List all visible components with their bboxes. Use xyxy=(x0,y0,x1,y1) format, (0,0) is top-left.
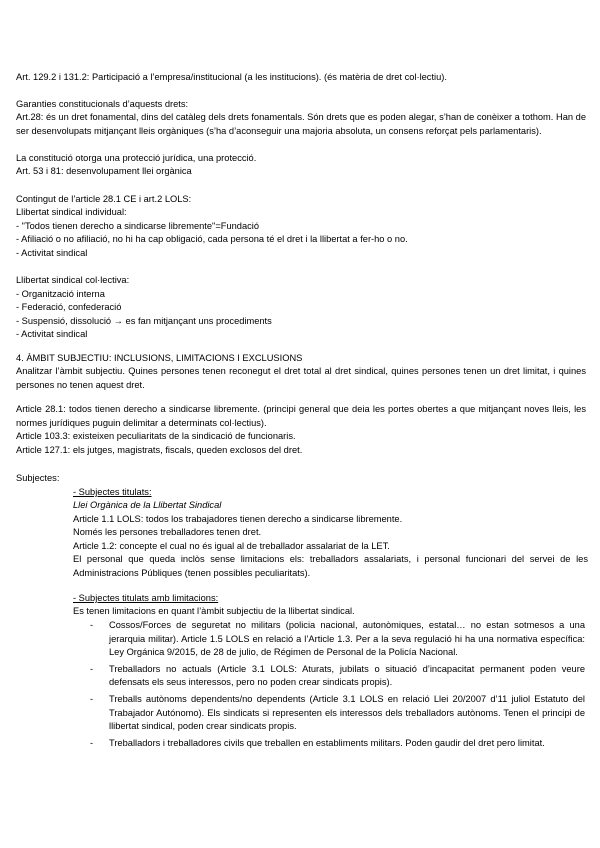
paragraph-participacio: Art. 129.2 i 131.2: Participació a l’empresa/institucional (a les institucions). (és matèria de dret col·lectiu). xyxy=(16,72,447,82)
heading-contingut: Contingut de l’article 28.1 CE i art.2 LOLS: xyxy=(16,194,192,204)
paragraph-article-28-1: Article 28.1: todos tienen derecho a sindicarse libremente. (principi general que deia les portes obertes a que mitjançant noves lleis, les normes jurídiques puguin delimitar a determinats col·lectius). xyxy=(16,404,586,428)
paragraph-art28: Art.28: és un dret fonamental, dins del catàleg dels drets fonamentals. Són drets que es poden alegar, s’han de conèixer a tothom. Han de ser desenvolupats mitjançant lleis orgàniques (s’ha d’aconseguir una majoria absoluta, un consens reforçat pels parlamentaris). xyxy=(16,112,586,136)
paragraph-article-127-1: Article 127.1: els jutges, magistrats, fiscals, queden exclosos del dret. xyxy=(16,445,303,455)
list-dash: - xyxy=(90,663,94,674)
label-subjectes: Subjectes: xyxy=(16,473,60,483)
paragraph-article-103-3: Article 103.3: existeixen peculiaritats de la sindicació de funcionaris. xyxy=(16,431,296,441)
heading-llei-organica: Llei Orgànica de la Llibertat Sindical xyxy=(73,500,222,510)
paragraph-titulats: Article 1.2: concepte el cual no és igual al de treballador assalariat de la LET. xyxy=(73,541,390,551)
paragraph-titulats: Article 1.1 LOLS: todos los trabajadores tienen derecho a sindicarse libremente. xyxy=(73,514,403,524)
list-dash: - xyxy=(90,737,94,748)
heading-llibertat-individual: Llibertat sindical individual: xyxy=(16,207,127,217)
list-item xyxy=(73,619,585,660)
paragraph-titulats: Només les persones treballadores tenen dret. xyxy=(73,527,262,537)
list-item-collectiva: - Suspensió, dissolució → es fan mitjançant uns procediments xyxy=(16,316,272,326)
list-item-individual: - Afiliació o no afiliació, no hi ha cap obligació, cada persona té el dret i la llibertat a fer-ho o no. xyxy=(16,234,408,244)
list-item xyxy=(73,737,585,751)
list-item-text: Treballs autònoms dependents/no dependents (Article 3.1 LOLS en relació Llei 20/2007 d’11 juliol Estatuto del Trabajador Autónomo). Els sindicats si representen els interessos dels treballadors autònoms. Tenen el principi de llibertat sindical, poden crear sindicats propis. xyxy=(109,693,585,732)
list-item-text: Treballadors i treballadores civils que treballen en establiments militars. Poden gaudir del dret pero limitat. xyxy=(109,737,545,748)
paragraph-constitucio: La constitució otorga una protecció jurídica, una protecció. xyxy=(16,153,257,163)
section-heading-ambit: 4. ÀMBIT SUBJECTIU: INCLUSIONS, LIMITACIONS I EXCLUSIONS xyxy=(16,353,303,363)
list-item xyxy=(73,693,585,734)
list-item xyxy=(73,663,585,690)
list-item-collectiva: - Activitat sindical xyxy=(16,329,88,339)
list-item-collectiva: - Federació, confederació xyxy=(16,302,122,312)
list-item-collectiva: - Organització interna xyxy=(16,289,105,299)
list-limitacions xyxy=(73,619,585,753)
heading-subjectes-titulats: - Subjectes titulats: xyxy=(73,487,152,497)
list-item-text: Treballadors no actuals (Article 3.1 LOLS: Aturats, jubilats o situació d’incapacitat permanent poden veure defensats els seus interessos, pero no poden crear sindicats propis). xyxy=(109,663,585,688)
heading-subjectes-limitacions: - Subjectes titulats amb limitacions: xyxy=(73,593,219,603)
paragraph-ambit-intro: Analitzar l’àmbit subjectiu. Quines persones tenen reconegut el dret total al dret sindical, quines persones tenen un dret limitat, i quines persones no tenen aquest dret. xyxy=(16,366,586,390)
heading-llibertat-collectiva: Llibertat sindical col·lectiva: xyxy=(16,275,130,285)
list-item-text: Cossos/Forces de seguretat no militars (policia nacional, autonòmiques, estatal… no estan sotmesos a una jerarquia militar). Article 1.5 LOLS en relació a l’Article 1.3. Per a la seva regulació hi ha una normativa específica: Ley Orgánica 9/2015, de 28 de julio, de Régimen de Personal de la Policía Nacional. xyxy=(109,620,585,658)
paragraph-art53: Art. 53 i 81: desenvolupament llei orgànica xyxy=(16,166,192,176)
list-item-individual: - Activitat sindical xyxy=(16,248,88,258)
list-dash: - xyxy=(90,693,94,704)
heading-garanties: Garanties constitucionals d’aquests drets: xyxy=(16,99,189,109)
list-item-individual: - "Todos tienen derecho a sindicarse libremente"=Fundació xyxy=(16,221,260,231)
paragraph-titulats: El personal que queda inclòs sense limitacions els: treballadors assalariats, i personal funcionari del servei de les Administracions Públiques (tenen possibles peculiaritats). xyxy=(73,554,588,578)
list-dash: - xyxy=(90,620,94,630)
paragraph-limitacions-intro: Es tenen limitacions en quant l’àmbit subjectiu de la llibertat sindical. xyxy=(73,606,355,616)
